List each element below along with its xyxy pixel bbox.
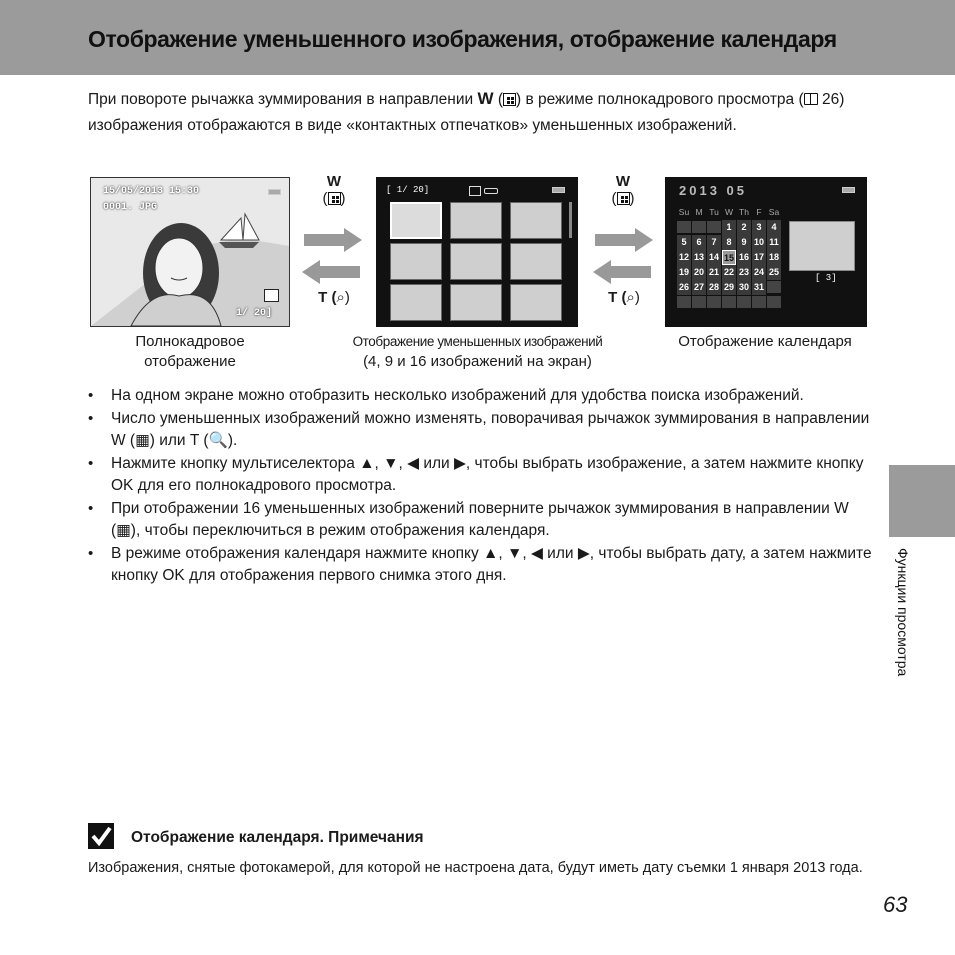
calendar-day[interactable]: 25: [767, 265, 781, 280]
book-reference-icon: [804, 93, 818, 105]
calendar-day: [692, 296, 706, 308]
arrow-right-icon-1: [304, 228, 362, 252]
calendar-week-row: [677, 235, 783, 250]
thumbnail-grid-icon-2: [617, 192, 630, 205]
calendar-day[interactable]: 15: [722, 250, 736, 265]
thumbnail-5[interactable]: [450, 243, 502, 280]
caption-calendar: Отображение календаря: [678, 333, 852, 350]
thumbnail-4[interactable]: [390, 243, 442, 280]
calendar-day[interactable]: 13: [692, 250, 706, 265]
calendar-day[interactable]: 23: [737, 265, 751, 280]
thumbnail-7[interactable]: [390, 284, 442, 321]
page-reference[interactable]: 26: [821, 91, 840, 108]
protect-key-icon: [484, 188, 498, 194]
bullet-item-1: • На одном экране можно отобразить несколько изображений для удобства поиска изображений.: [88, 385, 878, 408]
thumbnail-3[interactable]: [510, 202, 562, 239]
zoom-t-label-1: T (⌕): [318, 289, 350, 306]
thumbnail-screen: [376, 177, 578, 327]
intro-text-2: ) в режиме полнокадрового просмотра (: [515, 91, 804, 108]
calendar-day[interactable]: 24: [752, 265, 766, 280]
calendar-day[interactable]: 29: [722, 280, 736, 295]
caption-thumbnails-line2: (4, 9 и 16 изображений на экран): [363, 353, 592, 370]
intro-text-3: ) изображения отображаются в виде «контактных отпечатков» уменьшенных изображений.: [88, 91, 845, 134]
calendar-weekday: Su: [678, 207, 690, 217]
calendar-week-row: [677, 220, 783, 235]
calendar-day[interactable]: 28: [707, 280, 721, 295]
calendar-day[interactable]: 6: [692, 235, 706, 250]
section-tab[interactable]: [889, 465, 955, 537]
calendar-screen: [665, 177, 867, 327]
calendar-day: [722, 296, 736, 308]
calendar-weekday: Tu: [709, 207, 719, 217]
caption-full-frame: Полнокадровое отображение: [135, 333, 245, 370]
calendar-day: [677, 296, 691, 308]
calendar-day[interactable]: 16: [737, 250, 751, 265]
calendar-day[interactable]: 9: [737, 235, 751, 250]
intro-text-1: При повороте рычажка зуммирования в направлении: [88, 91, 474, 108]
full-frame-screen: [90, 177, 290, 327]
thumbnail-9[interactable]: [510, 284, 562, 321]
page-number: 63: [883, 892, 908, 917]
thumbnail-grid-icon-1: [328, 192, 341, 205]
thumbnail-2[interactable]: [450, 202, 502, 239]
caption-thumbnails-line1: Отображение уменьшенных изображений: [352, 334, 603, 349]
bullet-item-4: • При отображении 16 уменьшенных изображений поверните рычажок зуммирования в направлении W (▦), чтобы переключиться в режим отображения календаря.: [88, 498, 878, 543]
calendar-day[interactable]: 4: [767, 220, 781, 235]
zoom-arrows-2: [591, 228, 655, 286]
calendar-day[interactable]: 3: [752, 220, 766, 235]
calendar-weekday: M: [695, 207, 703, 217]
battery-icon-2: [552, 187, 565, 193]
portrait-photo: [91, 178, 289, 326]
arrow-left-icon-2: [593, 260, 651, 284]
calendar-day[interactable]: 19: [677, 265, 691, 280]
arrow-left-icon-1: [302, 260, 360, 284]
calendar-day[interactable]: 2: [737, 220, 751, 235]
note-text: Изображения, снятые фотокамерой, для которой не настроена дата, будут иметь дату съемки 1 января 2013 года.: [88, 860, 863, 876]
zoom-w-text-2: W: [615, 173, 631, 190]
calendar-week-row: [677, 280, 783, 295]
thumbnail-grid-icon: [503, 93, 516, 106]
page-title: Отображение уменьшенного изображения, отображение календаря: [88, 26, 837, 52]
page-header: [0, 0, 955, 75]
calendar-grid: [677, 205, 783, 310]
calendar-day[interactable]: 12: [677, 250, 691, 265]
print-icon: [469, 186, 481, 196]
thumbnail-8[interactable]: [450, 284, 502, 321]
calendar-day[interactable]: 17: [752, 250, 766, 265]
zoom-w-text-1: W: [326, 173, 342, 190]
calendar-day[interactable]: 8: [722, 235, 736, 250]
calendar-day[interactable]: 11: [767, 235, 781, 250]
section-tab-label: Функции просмотра: [895, 548, 911, 677]
calendar-day[interactable]: 22: [722, 265, 736, 280]
calendar-day: [692, 221, 706, 233]
arrow-right-icon-2: [595, 228, 653, 252]
calendar-day: [767, 296, 781, 308]
osd-datetime: 15/05/2013 15:30: [103, 186, 200, 197]
zoom-t-text-1: T (: [318, 289, 337, 306]
calendar-weekday-row: [677, 205, 783, 220]
bullet-item-2: • Число уменьшенных изображений можно изменять, поворачивая рычажок зуммирования в направлении W (▦) или T (🔍).: [88, 408, 878, 453]
calendar-day[interactable]: 31: [752, 280, 766, 295]
zoom-w-label-2: W ( ): [603, 173, 643, 207]
thumbnail-6[interactable]: [510, 243, 562, 280]
zoom-t-text-2: T (: [608, 289, 627, 306]
bullet-item-5: • В режиме отображения календаря нажмите кнопку ▲, ▼, ◀ или ▶, чтобы выбрать дату, а затем нажмите кнопку OK для отображения первого снимка этого дня.: [88, 543, 878, 588]
osd-counter: 1/ 20]: [236, 308, 273, 319]
note-check-icon: [88, 823, 114, 849]
calendar-day[interactable]: 21: [707, 265, 721, 280]
battery-icon: [268, 189, 281, 195]
caption-thumbnails: [335, 332, 620, 372]
calendar-day[interactable]: 14: [707, 250, 721, 265]
intro-paren: (: [497, 91, 503, 108]
note-title: Отображение календаря. Примечания: [131, 829, 424, 846]
calendar-week-row: [677, 295, 783, 310]
calendar-day: [737, 296, 751, 308]
calendar-day[interactable]: 20: [692, 265, 706, 280]
calendar-day: [707, 221, 721, 233]
bullet-list: [88, 385, 878, 588]
section-tab-label-wrap: [895, 548, 919, 728]
calendar-day: [707, 296, 721, 308]
calendar-year-month: 2013 05: [679, 183, 747, 198]
calendar-weekday: F: [756, 207, 762, 217]
scrollbar[interactable]: [569, 202, 572, 238]
calendar-preview-photo: [789, 221, 855, 271]
calendar-weekday: Th: [739, 207, 749, 217]
zoom-w-symbol: W: [477, 89, 494, 108]
zoom-w-label-1: W ( ): [314, 173, 354, 207]
calendar-day: [752, 296, 766, 308]
bullet-item-3: • Нажмите кнопку мультиселектора ▲, ▼, ◀ или ▶, чтобы выбрать изображение, а затем нажмите кнопку OK для его полнокадрового просмотра.: [88, 453, 878, 498]
calendar-day[interactable]: 10: [752, 235, 766, 250]
calendar-day: [677, 221, 691, 233]
calendar-day[interactable]: 27: [692, 280, 706, 295]
calendar-weekday: Sa: [768, 207, 780, 217]
calendar-week-row: [677, 250, 783, 265]
zoom-t-label-2: T (⌕): [608, 289, 640, 306]
calendar-day[interactable]: 7: [707, 235, 721, 250]
calendar-day[interactable]: 5: [677, 235, 691, 250]
zoom-arrows-1: [300, 228, 364, 286]
thumb-counter: [ 1/ 20]: [386, 185, 430, 195]
intro-paragraph: [88, 86, 878, 139]
battery-icon-3: [842, 187, 855, 193]
osd-filename: 0001. JPG: [103, 202, 158, 213]
thumbnail-1[interactable]: [390, 202, 442, 239]
calendar-weekday: W: [724, 207, 734, 217]
calendar-day: [767, 281, 781, 293]
calendar-day[interactable]: 18: [767, 250, 781, 265]
calendar-day[interactable]: 26: [677, 280, 691, 295]
calendar-counter: [ 3]: [815, 273, 837, 283]
image-mode-icon: [264, 289, 279, 302]
calendar-day[interactable]: 1: [722, 220, 736, 235]
calendar-week-row: [677, 265, 783, 280]
calendar-day[interactable]: 30: [737, 280, 751, 295]
